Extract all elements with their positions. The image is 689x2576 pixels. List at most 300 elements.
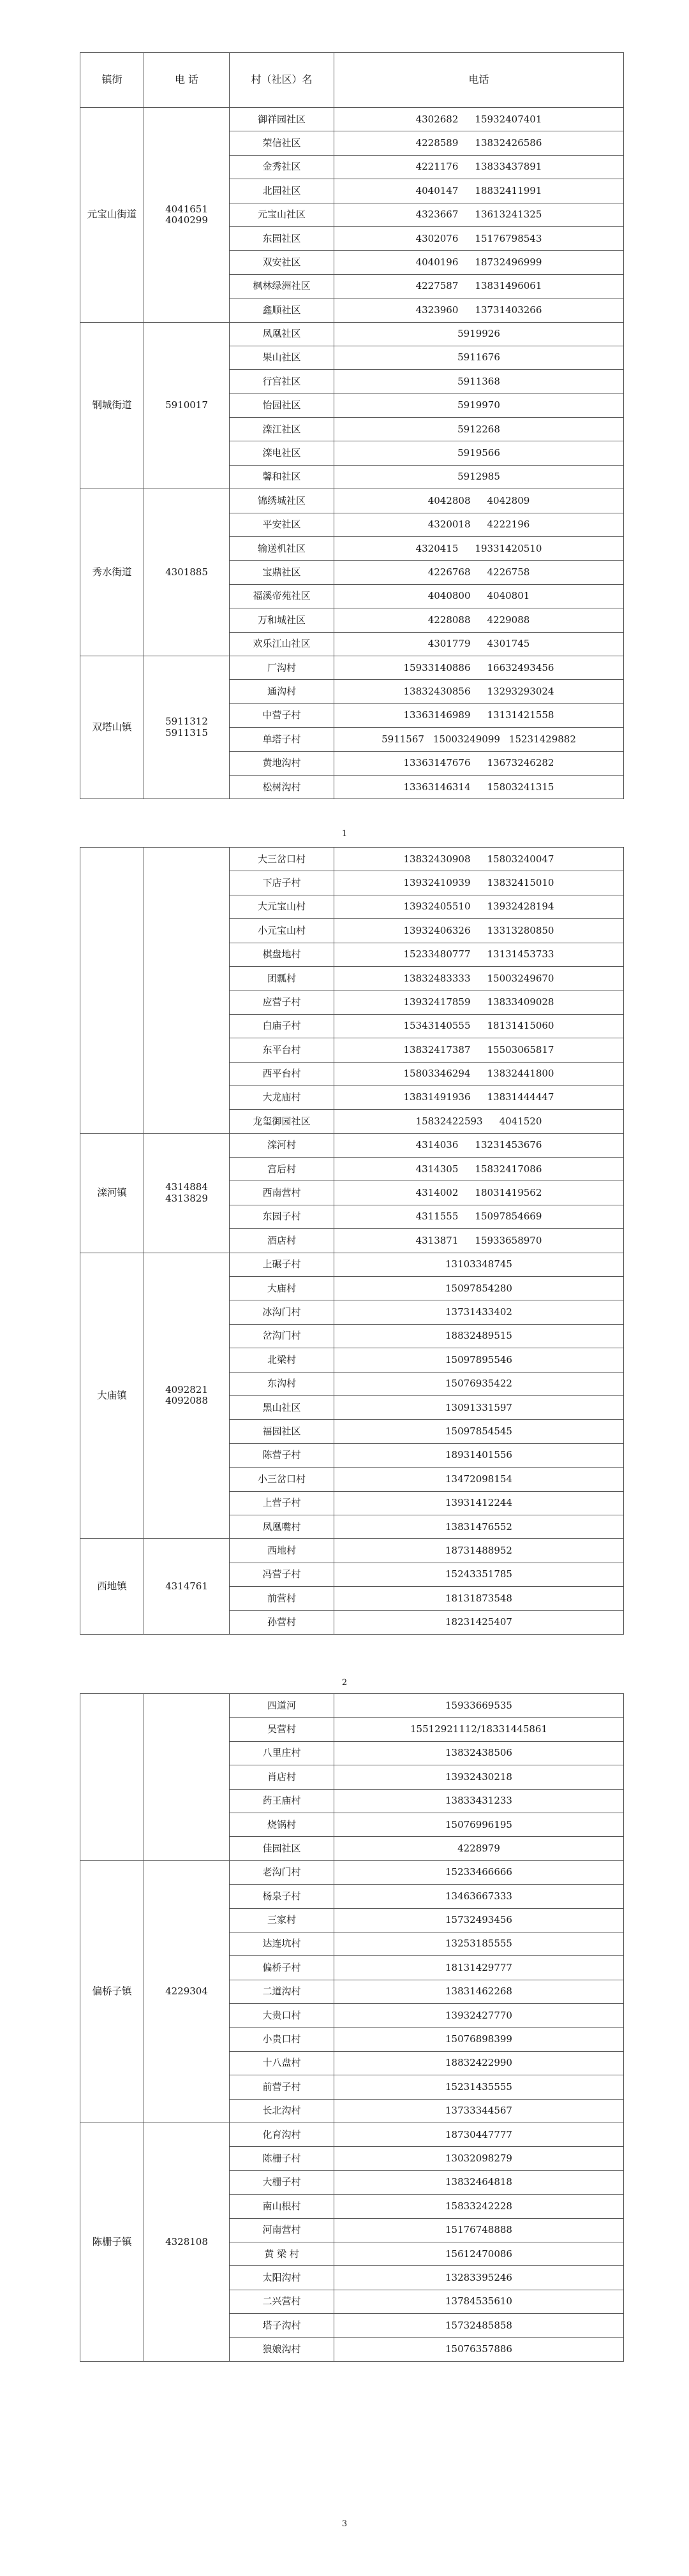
town-name: 陈栅子镇	[80, 2123, 144, 2362]
phone-list	[337, 1402, 621, 1413]
phone-number: 5919566	[457, 447, 500, 459]
phone-number: 5911567	[382, 733, 424, 745]
village-phone	[334, 179, 624, 203]
village-name: 杨泉子村	[230, 1885, 334, 1908]
phone-list	[337, 1259, 621, 1270]
town-name: 大庙镇	[80, 1253, 144, 1539]
phone-list	[337, 186, 621, 196]
phone-list	[337, 663, 621, 673]
town-name: 偏桥子镇	[80, 1860, 144, 2123]
village-phone	[334, 1718, 624, 1741]
phone-list	[337, 1748, 621, 1758]
phone-number: 15932407401	[475, 113, 542, 125]
phone-number: 15933140886	[403, 661, 471, 673]
village-name: 岔沟门村	[230, 1324, 334, 1348]
village-phone	[334, 1014, 624, 1038]
village-phone	[334, 1229, 624, 1253]
phone-list	[337, 424, 621, 435]
village-phone	[334, 1372, 624, 1395]
phone-number: 13931412244	[445, 1497, 512, 1509]
village-phone	[334, 226, 624, 250]
phone-list	[337, 114, 621, 125]
village-name: 棋盘地村	[230, 943, 334, 966]
phone-number: 15003249670	[487, 972, 554, 984]
village-phone	[334, 131, 624, 155]
village-phone	[334, 1837, 624, 1860]
table-row	[80, 848, 624, 871]
phone-number: 13832430856	[403, 685, 471, 697]
village-name: 宫后村	[230, 1158, 334, 1181]
phone-list	[337, 138, 621, 149]
phone-number: 19331420510	[475, 542, 542, 554]
phone-list	[337, 161, 621, 172]
village-name: 孙营村	[230, 1610, 334, 1634]
village-phone	[334, 919, 624, 943]
town-name: 秀水街道	[80, 489, 144, 656]
phone-number: 15097854280	[445, 1282, 512, 1294]
town-phone	[144, 656, 230, 799]
phone-number: 15512921112/18331445861	[410, 1723, 547, 1735]
village-name: 陈营子村	[230, 1443, 334, 1467]
contact-table	[80, 1693, 624, 2362]
phone-number: 15097895546	[445, 1353, 512, 1365]
phone-list	[337, 496, 621, 506]
phone-number: 13472098154	[445, 1473, 512, 1485]
village-name: 东平台村	[230, 1038, 334, 1062]
phone-list	[337, 2034, 621, 2045]
village-phone	[334, 1062, 624, 1086]
phone-number: 18131415060	[487, 1020, 554, 1032]
town-phone-number: 5911312	[165, 716, 208, 728]
town-name: 钢城街道	[80, 322, 144, 489]
phone-number: 13832426586	[475, 136, 542, 149]
village-name: 下店子村	[230, 871, 334, 895]
village-phone	[334, 1181, 624, 1205]
village-name: 黄地沟村	[230, 751, 334, 775]
header-phone: 电 话	[144, 53, 230, 108]
phone-number: 4227587	[415, 280, 459, 292]
village-name: 大元宝山村	[230, 895, 334, 918]
town-phone-number: 4314761	[165, 1580, 208, 1592]
village-phone	[334, 298, 624, 322]
village-phone	[334, 346, 624, 369]
phone-list	[337, 1188, 621, 1198]
village-name: 小元宝山村	[230, 919, 334, 943]
village-phone	[334, 1587, 624, 1610]
village-name: 凤凰嘴村	[230, 1515, 334, 1538]
village-name: 冰沟门村	[230, 1300, 334, 1324]
village-name: 厂沟村	[230, 656, 334, 679]
village-phone	[334, 871, 624, 895]
village-name: 前营村	[230, 1587, 334, 1610]
village-phone	[334, 1086, 624, 1109]
phone-list	[337, 1235, 621, 1246]
phone-number: 5912985	[457, 471, 500, 483]
phone-list	[337, 257, 621, 268]
village-name: 枫林绿洲社区	[230, 274, 334, 298]
phone-number: 4311555	[415, 1211, 459, 1223]
phone-list	[337, 2177, 621, 2188]
town-phone-number: 5910017	[165, 399, 208, 411]
phone-list	[337, 2010, 621, 2021]
table-row	[80, 108, 624, 131]
village-phone	[334, 2099, 624, 2123]
phone-list	[337, 949, 621, 960]
phone-number: 18231425407	[445, 1616, 512, 1628]
village-name: 西南营村	[230, 1181, 334, 1205]
phone-number: 18732496999	[475, 256, 542, 268]
phone-number: 15832417086	[475, 1163, 542, 1175]
village-name: 大龙庙村	[230, 1086, 334, 1109]
phone-list	[337, 233, 621, 244]
village-name: 福园社区	[230, 1420, 334, 1443]
village-phone	[334, 1253, 624, 1276]
phone-number: 13131453733	[487, 948, 554, 960]
phone-list	[337, 1450, 621, 1461]
village-name: 大贵口村	[230, 2004, 334, 2028]
village-name: 佳园社区	[230, 1837, 334, 1860]
village-phone	[334, 394, 624, 417]
phone-list	[337, 1915, 621, 1925]
town-phone	[144, 1860, 230, 2123]
village-phone	[334, 703, 624, 727]
phone-number: 15732493456	[445, 1914, 512, 1926]
village-phone	[334, 990, 624, 1014]
village-phone	[334, 895, 624, 918]
phone-number: 13283395246	[445, 2271, 512, 2283]
town-phone	[144, 108, 230, 323]
table-row	[80, 1253, 624, 1276]
phone-list	[337, 1724, 621, 1735]
phone-list	[337, 1378, 621, 1389]
phone-list	[337, 567, 621, 578]
phone-list	[337, 1772, 621, 1783]
phone-list	[337, 471, 621, 482]
village-name: 双安社区	[230, 251, 334, 274]
village-phone	[334, 1158, 624, 1181]
village-name: 八里庄村	[230, 1741, 334, 1765]
phone-list	[337, 925, 621, 936]
phone-number: 4314305	[415, 1163, 459, 1175]
phone-number: 13363146314	[403, 781, 471, 793]
page-number: 3	[341, 2519, 348, 2529]
village-name: 白庙子村	[230, 1014, 334, 1038]
phone-list	[337, 543, 621, 554]
village-name: 肖店村	[230, 1765, 334, 1789]
village-name: 南山根村	[230, 2195, 334, 2218]
phone-number: 15231435555	[445, 2080, 512, 2093]
village-name: 龙玺御园社区	[230, 1110, 334, 1133]
village-phone	[334, 2123, 624, 2147]
village-name: 达连坑村	[230, 1932, 334, 1955]
village-name: 滦江社区	[230, 418, 334, 441]
phone-number: 4042809	[487, 494, 530, 506]
phone-list	[337, 758, 621, 769]
phone-list	[337, 854, 621, 865]
village-phone	[334, 1420, 624, 1443]
phone-list	[337, 400, 621, 411]
village-phone	[334, 2242, 624, 2265]
phone-list	[337, 2272, 621, 2283]
village-phone	[334, 2218, 624, 2242]
village-name: 黑山社区	[230, 1395, 334, 1419]
village-phone	[334, 943, 624, 966]
village-phone	[334, 1300, 624, 1324]
village-phone	[334, 1694, 624, 1718]
village-phone	[334, 441, 624, 465]
phone-list	[337, 1569, 621, 1580]
phone-number: 13363146989	[403, 709, 471, 721]
village-phone	[334, 418, 624, 441]
phone-number: 4040800	[427, 590, 471, 602]
village-phone	[334, 1908, 624, 1932]
phone-number: 16632493456	[487, 661, 554, 673]
phone-number: 4229088	[487, 614, 530, 626]
village-name: 狼娘沟村	[230, 2337, 334, 2361]
phone-number: 15503065817	[487, 1043, 554, 1056]
village-name: 福溪帝苑社区	[230, 584, 334, 608]
town-name: 西地镇	[80, 1539, 144, 1635]
phone-list	[337, 1820, 621, 1830]
header-village: 村（社区）名	[230, 53, 334, 108]
village-phone	[334, 2290, 624, 2313]
phone-number: 15076996195	[445, 1818, 512, 1830]
village-name: 滦河村	[230, 1133, 334, 1157]
phone-list	[337, 782, 621, 793]
town-phone-number: 4092821	[165, 1384, 208, 1396]
village-name: 西地村	[230, 1539, 334, 1563]
phone-list	[337, 2153, 621, 2164]
phone-number: 13032098279	[445, 2152, 512, 2164]
village-phone	[334, 775, 624, 799]
village-name: 十八盘村	[230, 2051, 334, 2075]
phone-number: 5919970	[457, 399, 500, 411]
header-row	[80, 53, 624, 108]
phone-list	[337, 2296, 621, 2307]
phone-number: 4323667	[415, 209, 459, 221]
phone-list	[337, 1795, 621, 1806]
town-name: 滦河镇	[80, 1133, 144, 1253]
phone-number: 4040147	[415, 184, 459, 196]
phone-number: 15732485858	[445, 2319, 512, 2331]
village-phone	[334, 2314, 624, 2337]
phone-number: 13832483333	[403, 972, 471, 984]
town-phone	[144, 1253, 230, 1539]
phone-number: 13932405510	[403, 901, 471, 913]
village-phone	[334, 1348, 624, 1372]
phone-number: 18832411991	[475, 184, 542, 196]
phone-list	[337, 2201, 621, 2212]
phone-list	[337, 2225, 621, 2235]
village-name: 前营子村	[230, 2075, 334, 2099]
village-phone	[334, 584, 624, 608]
village-name: 平安社区	[230, 513, 334, 536]
village-phone	[334, 1468, 624, 1491]
phone-number: 15833242228	[445, 2200, 512, 2212]
village-phone	[334, 1491, 624, 1515]
table-row	[80, 322, 624, 346]
phone-list	[337, 1891, 621, 1902]
phone-list	[337, 973, 621, 984]
village-phone	[334, 203, 624, 226]
phone-number: 13673246282	[487, 757, 554, 769]
phone-number: 4301745	[487, 638, 530, 650]
phone-number: 4301779	[427, 638, 471, 650]
phone-number: 15343140555	[403, 1020, 471, 1032]
phone-number: 13832441800	[487, 1068, 554, 1080]
phone-number: 15243351785	[445, 1568, 512, 1580]
village-name: 御祥园社区	[230, 108, 334, 131]
village-phone	[334, 1789, 624, 1813]
village-name: 果山社区	[230, 346, 334, 369]
village-phone	[334, 1038, 624, 1062]
phone-list	[337, 2105, 621, 2116]
town-phone	[144, 322, 230, 489]
village-name: 老沟门村	[230, 1860, 334, 1884]
village-phone	[334, 1563, 624, 1586]
village-phone	[334, 274, 624, 298]
village-name: 西平台村	[230, 1062, 334, 1086]
phone-number: 15803241315	[487, 781, 554, 793]
phone-list	[337, 2344, 621, 2355]
town-name: 双塔山镇	[80, 656, 144, 799]
phone-number: 13833409028	[487, 996, 554, 1008]
village-name: 冯营子村	[230, 1563, 334, 1586]
phone-list	[337, 1867, 621, 1878]
phone-number: 15076898399	[445, 2033, 512, 2045]
phone-list	[337, 1068, 621, 1079]
table-row	[80, 656, 624, 679]
phone-list	[337, 997, 621, 1008]
phone-list	[337, 1474, 621, 1485]
phone-number: 13932410939	[403, 876, 471, 888]
phone-list	[337, 1045, 621, 1056]
village-name: 大三岔口村	[230, 848, 334, 871]
phone-list	[337, 305, 621, 316]
phone-number: 18731488952	[445, 1544, 512, 1556]
phone-list	[337, 448, 621, 459]
village-phone	[334, 728, 624, 751]
phone-number: 13831496061	[475, 280, 542, 292]
page-number: 1	[341, 829, 348, 839]
village-phone	[334, 1324, 624, 1348]
village-phone	[334, 1443, 624, 1467]
village-name: 小三岔口村	[230, 1468, 334, 1491]
village-name: 大庙村	[230, 1277, 334, 1300]
phone-list	[337, 1116, 621, 1127]
phone-number: 13932417859	[403, 996, 471, 1008]
phone-number: 4226758	[487, 566, 530, 578]
town-phone	[144, 1133, 230, 1253]
village-phone	[334, 108, 624, 131]
phone-list	[337, 710, 621, 721]
village-name: 大栅子村	[230, 2170, 334, 2194]
village-name: 烧锅村	[230, 1813, 334, 1836]
town-phone-number: 4314884	[165, 1181, 208, 1193]
village-name: 北梁村	[230, 1348, 334, 1372]
village-phone	[334, 2337, 624, 2361]
town-name: 元宝山街道	[80, 108, 144, 323]
village-phone	[334, 680, 624, 703]
village-phone	[334, 1277, 624, 1300]
phone-list	[337, 328, 621, 339]
village-phone	[334, 1813, 624, 1836]
village-phone	[334, 1980, 624, 2003]
town-phone	[144, 1694, 230, 1861]
phone-number: 13832430908	[403, 853, 471, 865]
village-phone	[334, 370, 624, 394]
phone-list	[337, 1092, 621, 1103]
village-name: 塔子沟村	[230, 2314, 334, 2337]
village-name: 行宫社区	[230, 370, 334, 394]
village-phone	[334, 251, 624, 274]
town-phone-number: 5911315	[165, 726, 208, 739]
village-name: 东园社区	[230, 226, 334, 250]
town-phone-number: 4328108	[165, 2235, 208, 2248]
phone-number: 15803240047	[487, 853, 554, 865]
village-phone	[334, 1539, 624, 1563]
village-name: 锦绣城社区	[230, 489, 334, 513]
town-phone-number: 4041651	[165, 203, 208, 215]
phone-number: 15933669535	[445, 1699, 512, 1711]
phone-list	[337, 2320, 621, 2331]
village-name: 输送机社区	[230, 537, 334, 561]
phone-number: 4040196	[415, 256, 459, 268]
phone-number: 15612470086	[445, 2248, 512, 2260]
phone-number: 5911676	[457, 351, 500, 364]
phone-list	[337, 1164, 621, 1175]
header-town: 镇街	[80, 53, 144, 108]
village-phone	[334, 1741, 624, 1765]
town-phone-number: 4313829	[165, 1192, 208, 1204]
village-name: 鑫顺社区	[230, 298, 334, 322]
phone-number: 13831444447	[487, 1091, 554, 1103]
village-name: 长北沟村	[230, 2099, 334, 2123]
phone-list	[337, 1330, 621, 1341]
village-name: 通沟村	[230, 680, 334, 703]
phone-number: 15003249099	[433, 733, 500, 745]
town-phone-number: 4229304	[165, 1985, 208, 1998]
village-name: 化育沟村	[230, 2123, 334, 2147]
phone-list	[337, 281, 621, 291]
village-phone	[334, 656, 624, 679]
phone-number: 4221176	[415, 161, 459, 173]
table-row	[80, 2123, 624, 2147]
phone-number: 4228979	[457, 1842, 500, 1854]
phone-number: 4228589	[415, 136, 459, 149]
phone-number: 15231429882	[508, 733, 576, 745]
town-phone	[144, 2123, 230, 2362]
phone-number: 18931401556	[445, 1449, 512, 1461]
phone-number: 13932430218	[445, 1770, 512, 1783]
village-phone	[334, 2028, 624, 2051]
phone-list	[337, 1355, 621, 1365]
village-name: 陈栅子村	[230, 2147, 334, 2170]
village-name: 单塔子村	[230, 728, 334, 751]
phone-number: 4226768	[427, 566, 471, 578]
phone-number: 15933658970	[475, 1234, 542, 1246]
phone-number: 15076935422	[445, 1378, 512, 1390]
phone-number: 13832464818	[445, 2176, 512, 2188]
phone-number: 13231453676	[475, 1139, 542, 1151]
phone-number: 13932427770	[445, 2009, 512, 2021]
village-phone	[334, 1860, 624, 1884]
village-phone	[334, 2195, 624, 2218]
village-phone	[334, 513, 624, 536]
phone-list	[337, 1283, 621, 1294]
phone-number: 13363147676	[403, 757, 471, 769]
village-phone	[334, 1610, 624, 1634]
